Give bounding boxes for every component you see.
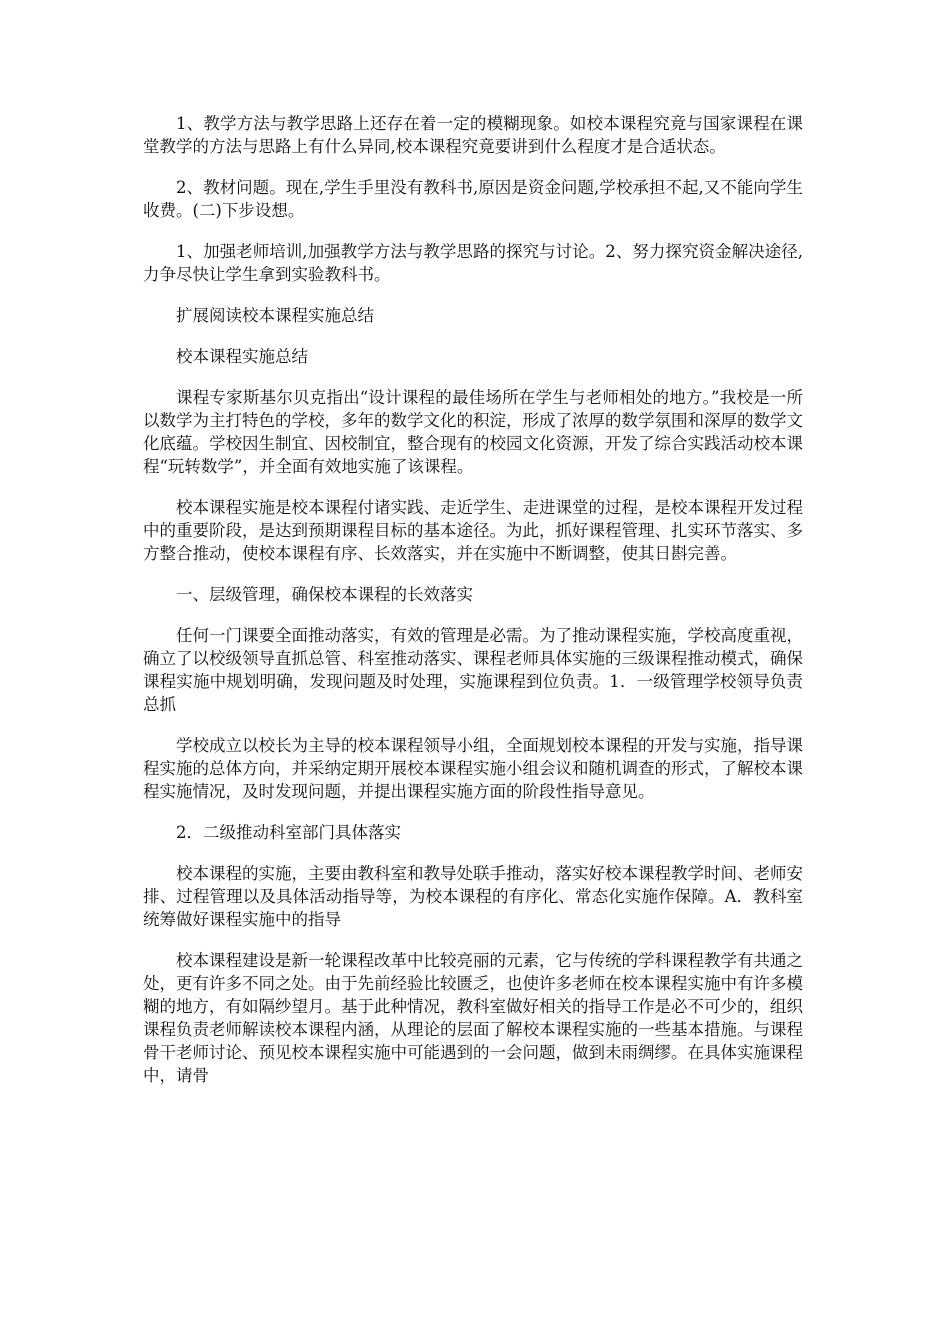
paragraph-plan: 1、加强老师培训,加强教学方法与教学思路的探究与讨论。2、努力探究资金解决途径,力争尽快让学生拿到实验教科书。 [143, 242, 803, 284]
paragraph-curriculum-building: 校本课程建设是新一轮课程改革中比较亮丽的元素，它与传统的学科课程教学有共通之处，更有许多不同之处。由于先前经验比较匮乏，也使许多老师在校本课程实施中有许多模糊的地方，有如隔纱望月。基于此种情况，教科室做好相关的指导工作是必不可少的，组织课程负责老师解读校本课程内涵，从理论的层面了解校本课程实施的一些基本措施。与课程骨干老师讨论、预见校本课程实施中可能遇到的一会问题，做到未雨绸缪。在具体实施课程中，请骨 [143, 951, 803, 1085]
subheading-department: 2．二级推动科室部门具体落实 [176, 823, 401, 842]
document-body [143, 112, 803, 1105]
paragraph-problem-1: 1、教学方法与教学思路上还存在着一定的模糊现象。如校本课程究竟与国家课程在课堂教学的方法与思路上有什么异同,校本课程究竟要讲到什么程度才是合适状态。 [143, 114, 803, 156]
paragraph-leadership: 学校成立以校长为主导的校本课程领导小组，全面规划校本课程的开发与实施，指导课程实施的总体方向，并采纳定期开展校本课程实施小组会议和随机调查的形式，了解校本课程实施情况，及时发现问题，并提出课程实施方面的阶段性指导意见。 [143, 736, 803, 801]
paragraph-management: 任何一门课要全面推动落实，有效的管理是必需。为了推动课程实施，学校高度重视，确立了以校级领导直抓总管、科室推动落实、课程老师具体实施的三级课程推动模式，确保课程实施中规划明确，发现问题及时处理，实施课程到位负责。1．一级管理学校领导负责总抓 [143, 626, 803, 714]
paragraph-intro: 课程专家斯基尔贝克指出“设计课程的最佳场所在学生与老师相处的地方。”我校是一所以数学为主打特色的学校，多年的数学文化的积淀，形成了浓厚的数学氛围和深厚的数学文化底蕴。学校因生制宜、因校制宜，整合现有的校园文化资源，开发了综合实践活动校本课程“玩转数学”，并全面有效地实施了该课程。 [143, 388, 803, 476]
section-heading-management: 一、层级管理，确保校本课程的长效落实 [176, 585, 473, 604]
paragraph-problem-2: 2、教材问题。现在,学生手里没有教科书,原因是资金问题,学校承担不起,又不能向学生收费。(二)下步设想。 [143, 178, 803, 220]
paragraph-summary-title: 校本课程实施总结 [176, 347, 308, 366]
paragraph-implementation: 校本课程实施是校本课程付诸实践、走近学生、走进课堂的过程，是校本课程开发过程中的重要阶段，是达到预期课程目标的基本途径。为此，抓好课程管理、扎实环节落实、多方整合推动，使校本课程有序、长效落实，并在实施中不断调整，使其日斟完善。 [143, 498, 803, 563]
paragraph-department: 校本课程的实施，主要由教科室和教导处联手推动，落实好校本课程教学时间、老师安排、过程管理以及具体活动指导等，为校本课程的有序化、常态化实施作保障。A．教科室统筹做好课程实施中的指导 [143, 864, 803, 929]
paragraph-extended-reading: 扩展阅读校本课程实施总结 [176, 306, 374, 325]
